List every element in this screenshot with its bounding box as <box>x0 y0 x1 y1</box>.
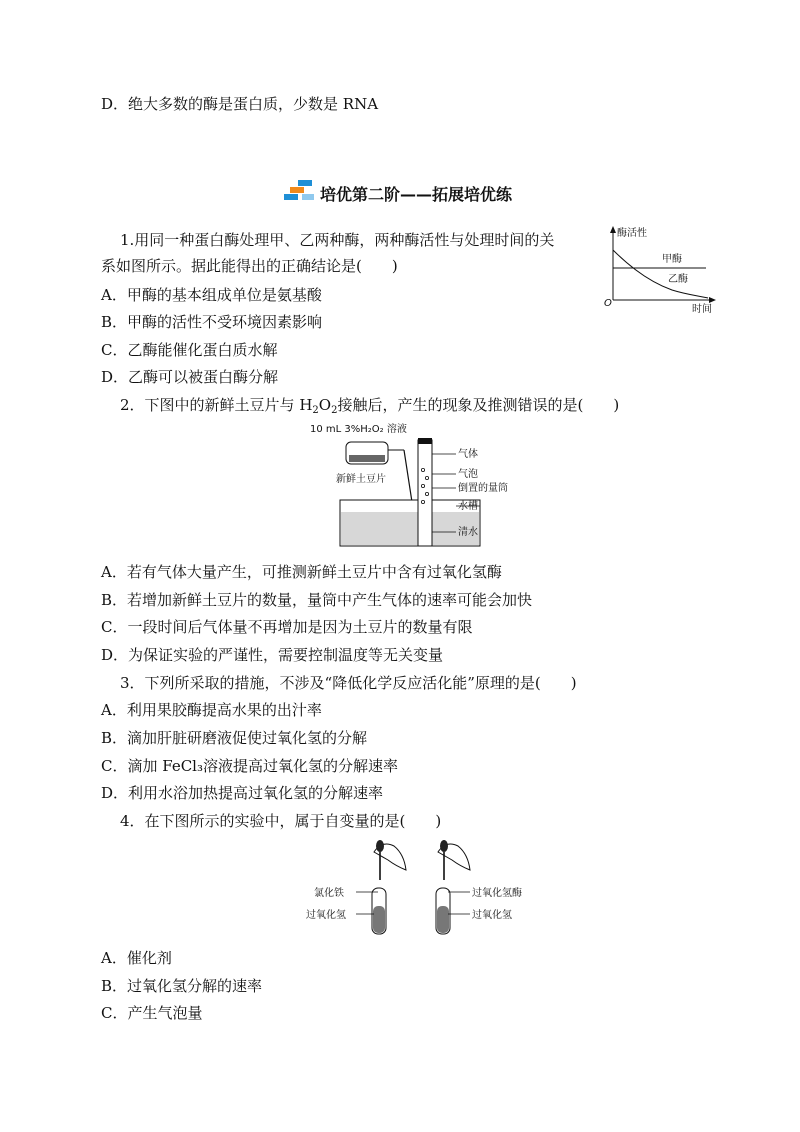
q2-fig-water-label: 清水 <box>458 527 478 538</box>
q2-fig-potato-label: 新鲜土豆片 <box>336 474 386 485</box>
q3-option-d: D．利用水浴加热提高过氧化氢的分解速率 <box>101 784 384 802</box>
q4-fig-right-bottom: 过氧化氢 <box>472 910 512 921</box>
q4-fig-right-top: 过氧化氢酶 <box>472 888 522 899</box>
q4-fig-left-bottom: 过氧化氢 <box>306 910 346 921</box>
q2-fig-top-label: 10 mL 3%H₂O₂ 溶液 <box>310 424 407 435</box>
q4-option-b: B．过氧化氢分解的速率 <box>101 977 263 995</box>
q1-stem-line1: 1.用同一种蛋白酶处理甲、乙两种酶，两种酶活性与处理时间的关 <box>120 231 555 249</box>
section-title: 培优第二阶——拓展培优练 <box>320 185 513 204</box>
q2-stem-sub2: 2 <box>331 405 338 416</box>
q2-fig-gas-label: 气体 <box>458 449 478 460</box>
q1-option-c: C．乙酶能催化蛋白质水解 <box>101 341 278 359</box>
q1-option-b: B．甲酶的活性不受环境因素影响 <box>101 313 323 331</box>
q2-option-a: A．若有气体大量产生，可推测新鲜土豆片中含有过氧化氢酶 <box>101 563 502 581</box>
q1-option-d: D．乙酶可以被蛋白酶分解 <box>101 368 279 386</box>
q2-fig-cylinder-label: 倒置的量筒 <box>458 483 508 494</box>
q3-option-c: C．滴加 FeCl₃溶液提高过氧化氢的分解速率 <box>101 757 398 775</box>
q1-stem-line2: 系如图所示。据此能得出的正确结论是( ) <box>101 257 398 275</box>
option-d-text: D．绝大多数的酶是蛋白质，少数是 RNA <box>101 95 379 113</box>
q3-option-a: A．利用果胶酶提高水果的出汁率 <box>101 701 322 719</box>
q2-stem-mid: O <box>318 396 332 414</box>
q2-apparatus-figure <box>308 420 518 550</box>
q3-stem: 3．下列所采取的措施，不涉及“降低化学反应活化能”原理的是( ) <box>120 674 577 692</box>
q4-fig-left-top: 氯化铁 <box>314 888 344 899</box>
q4-test-tubes-figure <box>298 836 548 940</box>
q2-stem-pre: 2．下图中的新鲜土豆片与 H <box>120 396 313 414</box>
q1-graph-series-yi: 乙酶 <box>668 274 688 285</box>
section-badge-icon <box>284 180 318 204</box>
q2-option-b: B．若增加新鲜土豆片的数量，量筒中产生气体的速率可能会加快 <box>101 591 533 609</box>
q1-option-a: A．甲酶的基本组成单位是氨基酸 <box>101 286 322 304</box>
q2-fig-tank-label: 水槽 <box>458 501 478 512</box>
q2-stem-post: 接触后，产生的现象及推测错误的是( ) <box>337 396 620 414</box>
q2-option-c: C．一段时间后气体量不再增加是因为土豆片的数量有限 <box>101 618 473 636</box>
q1-graph-ylabel: 酶活性 <box>617 228 647 239</box>
q2-stem <box>120 395 619 421</box>
q1-activity-graph <box>600 222 720 314</box>
q1-graph-xlabel: 时间 <box>692 304 712 314</box>
q3-option-b: B．滴加肝脏研磨液促使过氧化氢的分解 <box>101 729 368 747</box>
q2-option-d: D．为保证实验的严谨性，需要控制温度等无关变量 <box>101 646 444 664</box>
q2-fig-bubble-label: 气泡 <box>458 469 478 480</box>
q2-stem-sub1: 2 <box>312 405 319 416</box>
q4-option-a: A．催化剂 <box>101 949 172 967</box>
q1-graph-origin: O <box>604 298 612 309</box>
q1-graph-series-jia: 甲酶 <box>662 254 682 265</box>
q4-option-c: C．产生气泡量 <box>101 1004 203 1022</box>
q4-stem: 4．在下图所示的实验中，属于自变量的是( ) <box>120 812 442 830</box>
